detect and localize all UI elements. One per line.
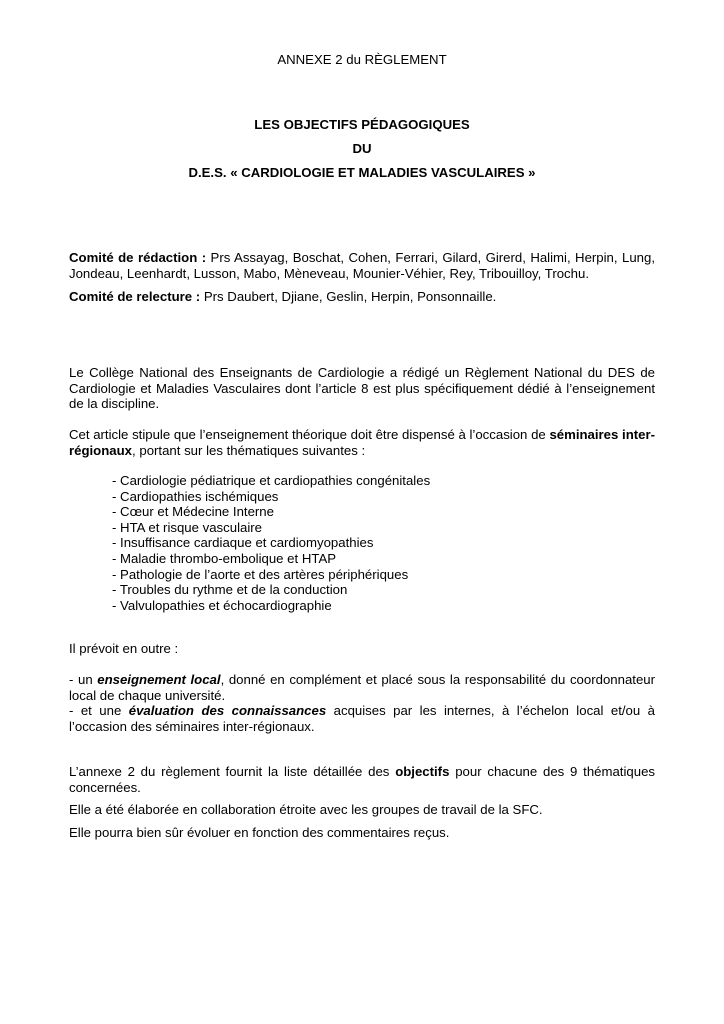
article-text-after: , portant sur les thématiques suivantes : xyxy=(132,442,366,458)
also-intro-text: Il prévoit en outre : xyxy=(69,641,179,656)
also-item-2-bold: évaluation des connaissances xyxy=(128,703,327,719)
closing-paragraph-2 xyxy=(69,802,655,818)
also-items xyxy=(69,672,655,734)
also-item-evaluation xyxy=(69,703,655,734)
list-item: - Cardiopathies ischémiques xyxy=(112,488,279,504)
list-item: - Cœur et Médecine Interne xyxy=(112,504,274,520)
also-intro xyxy=(69,641,655,657)
intro-paragraph xyxy=(69,365,655,412)
also-item-local xyxy=(69,672,655,703)
redaction-label: Comité de rédaction : xyxy=(69,250,207,265)
redaction-committee xyxy=(69,250,655,281)
closing-text-2: Elle a été élaborée en collaboration étroite avec les groupes de travail de la SFC. xyxy=(69,802,543,817)
list-item: - Maladie thrombo-embolique et HTAP xyxy=(112,550,337,566)
list-item: - Valvulopathies et échocardiographie xyxy=(112,597,332,613)
document-title xyxy=(0,113,724,185)
list-item: - Troubles du rythme et de la conduction xyxy=(112,582,348,598)
relecture-names: Prs Daubert, Djiane, Geslin, Herpin, Ponsonnaille. xyxy=(200,289,497,304)
also-item-1-rest: , donné en complément et placé sous la responsabilité du coordonnateur local de chaque université. xyxy=(69,672,656,703)
also-item-1-prefix: - un xyxy=(69,672,98,687)
themes-list xyxy=(112,473,652,613)
list-item: - Pathologie de l’aorte et des artères périphériques xyxy=(112,566,409,582)
list-item: - Insuffisance cardiaque et cardiomyopathies xyxy=(112,535,374,551)
article-text-before: Cet article stipule que l’enseignement théorique doit être dispensé à l’occasion de xyxy=(69,427,550,442)
closing-text-after: pour chacune des 9 thématiques concernées. xyxy=(69,764,655,795)
also-item-2-prefix: - et une xyxy=(69,703,129,719)
also-item-1-bold: enseignement local xyxy=(97,672,221,687)
relecture-committee xyxy=(69,289,655,305)
closing-paragraph-1 xyxy=(69,764,655,795)
intro-text: Le Collège National des Enseignants de Cardiologie a rédigé un Règlement National du DES de Cardiologie et Maladies Vasculaires dont l’article 8 est plus spécifiquement dédié à l’enseignement de la discipline. xyxy=(69,365,655,412)
redaction-names: Prs Assayag, Boschat, Cohen, Ferrari, Gilard, Girerd, Halimi, Herpin, Lung, Jondeau, Leenhardt, Lusson, Mabo, Mèneveau, Mounier-Véhier, Rey, Tribouilloy, Trochu. xyxy=(69,250,655,281)
title-line-2: DU xyxy=(352,141,372,156)
article-text-bold: séminaires inter-régionaux xyxy=(69,427,656,458)
closing-text-bold: objectifs xyxy=(395,764,450,779)
title-line-1: LES OBJECTIFS PÉDAGOGIQUES xyxy=(254,117,470,132)
closing-text-3: Elle pourra bien sûr évoluer en fonction des commentaires reçus. xyxy=(69,825,450,840)
article-paragraph xyxy=(69,427,655,458)
closing-paragraph-3 xyxy=(69,825,655,841)
annexe-header: ANNEXE 2 du RÈGLEMENT xyxy=(277,52,447,67)
list-item: - HTA et risque vasculaire xyxy=(112,519,262,535)
closing-text-before: L’annexe 2 du règlement fournit la liste détaillée des xyxy=(69,764,396,779)
also-item-2-rest: acquises par les internes, à l’échelon local et/ou à l’occasion des séminaires inter-régionaux. xyxy=(69,703,655,734)
list-item: - Cardiologie pédiatrique et cardiopathies congénitales xyxy=(112,473,431,488)
title-line-3: D.E.S. « CARDIOLOGIE ET MALADIES VASCULAIRES » xyxy=(188,165,536,180)
relecture-label: Comité de relecture : xyxy=(69,289,201,304)
